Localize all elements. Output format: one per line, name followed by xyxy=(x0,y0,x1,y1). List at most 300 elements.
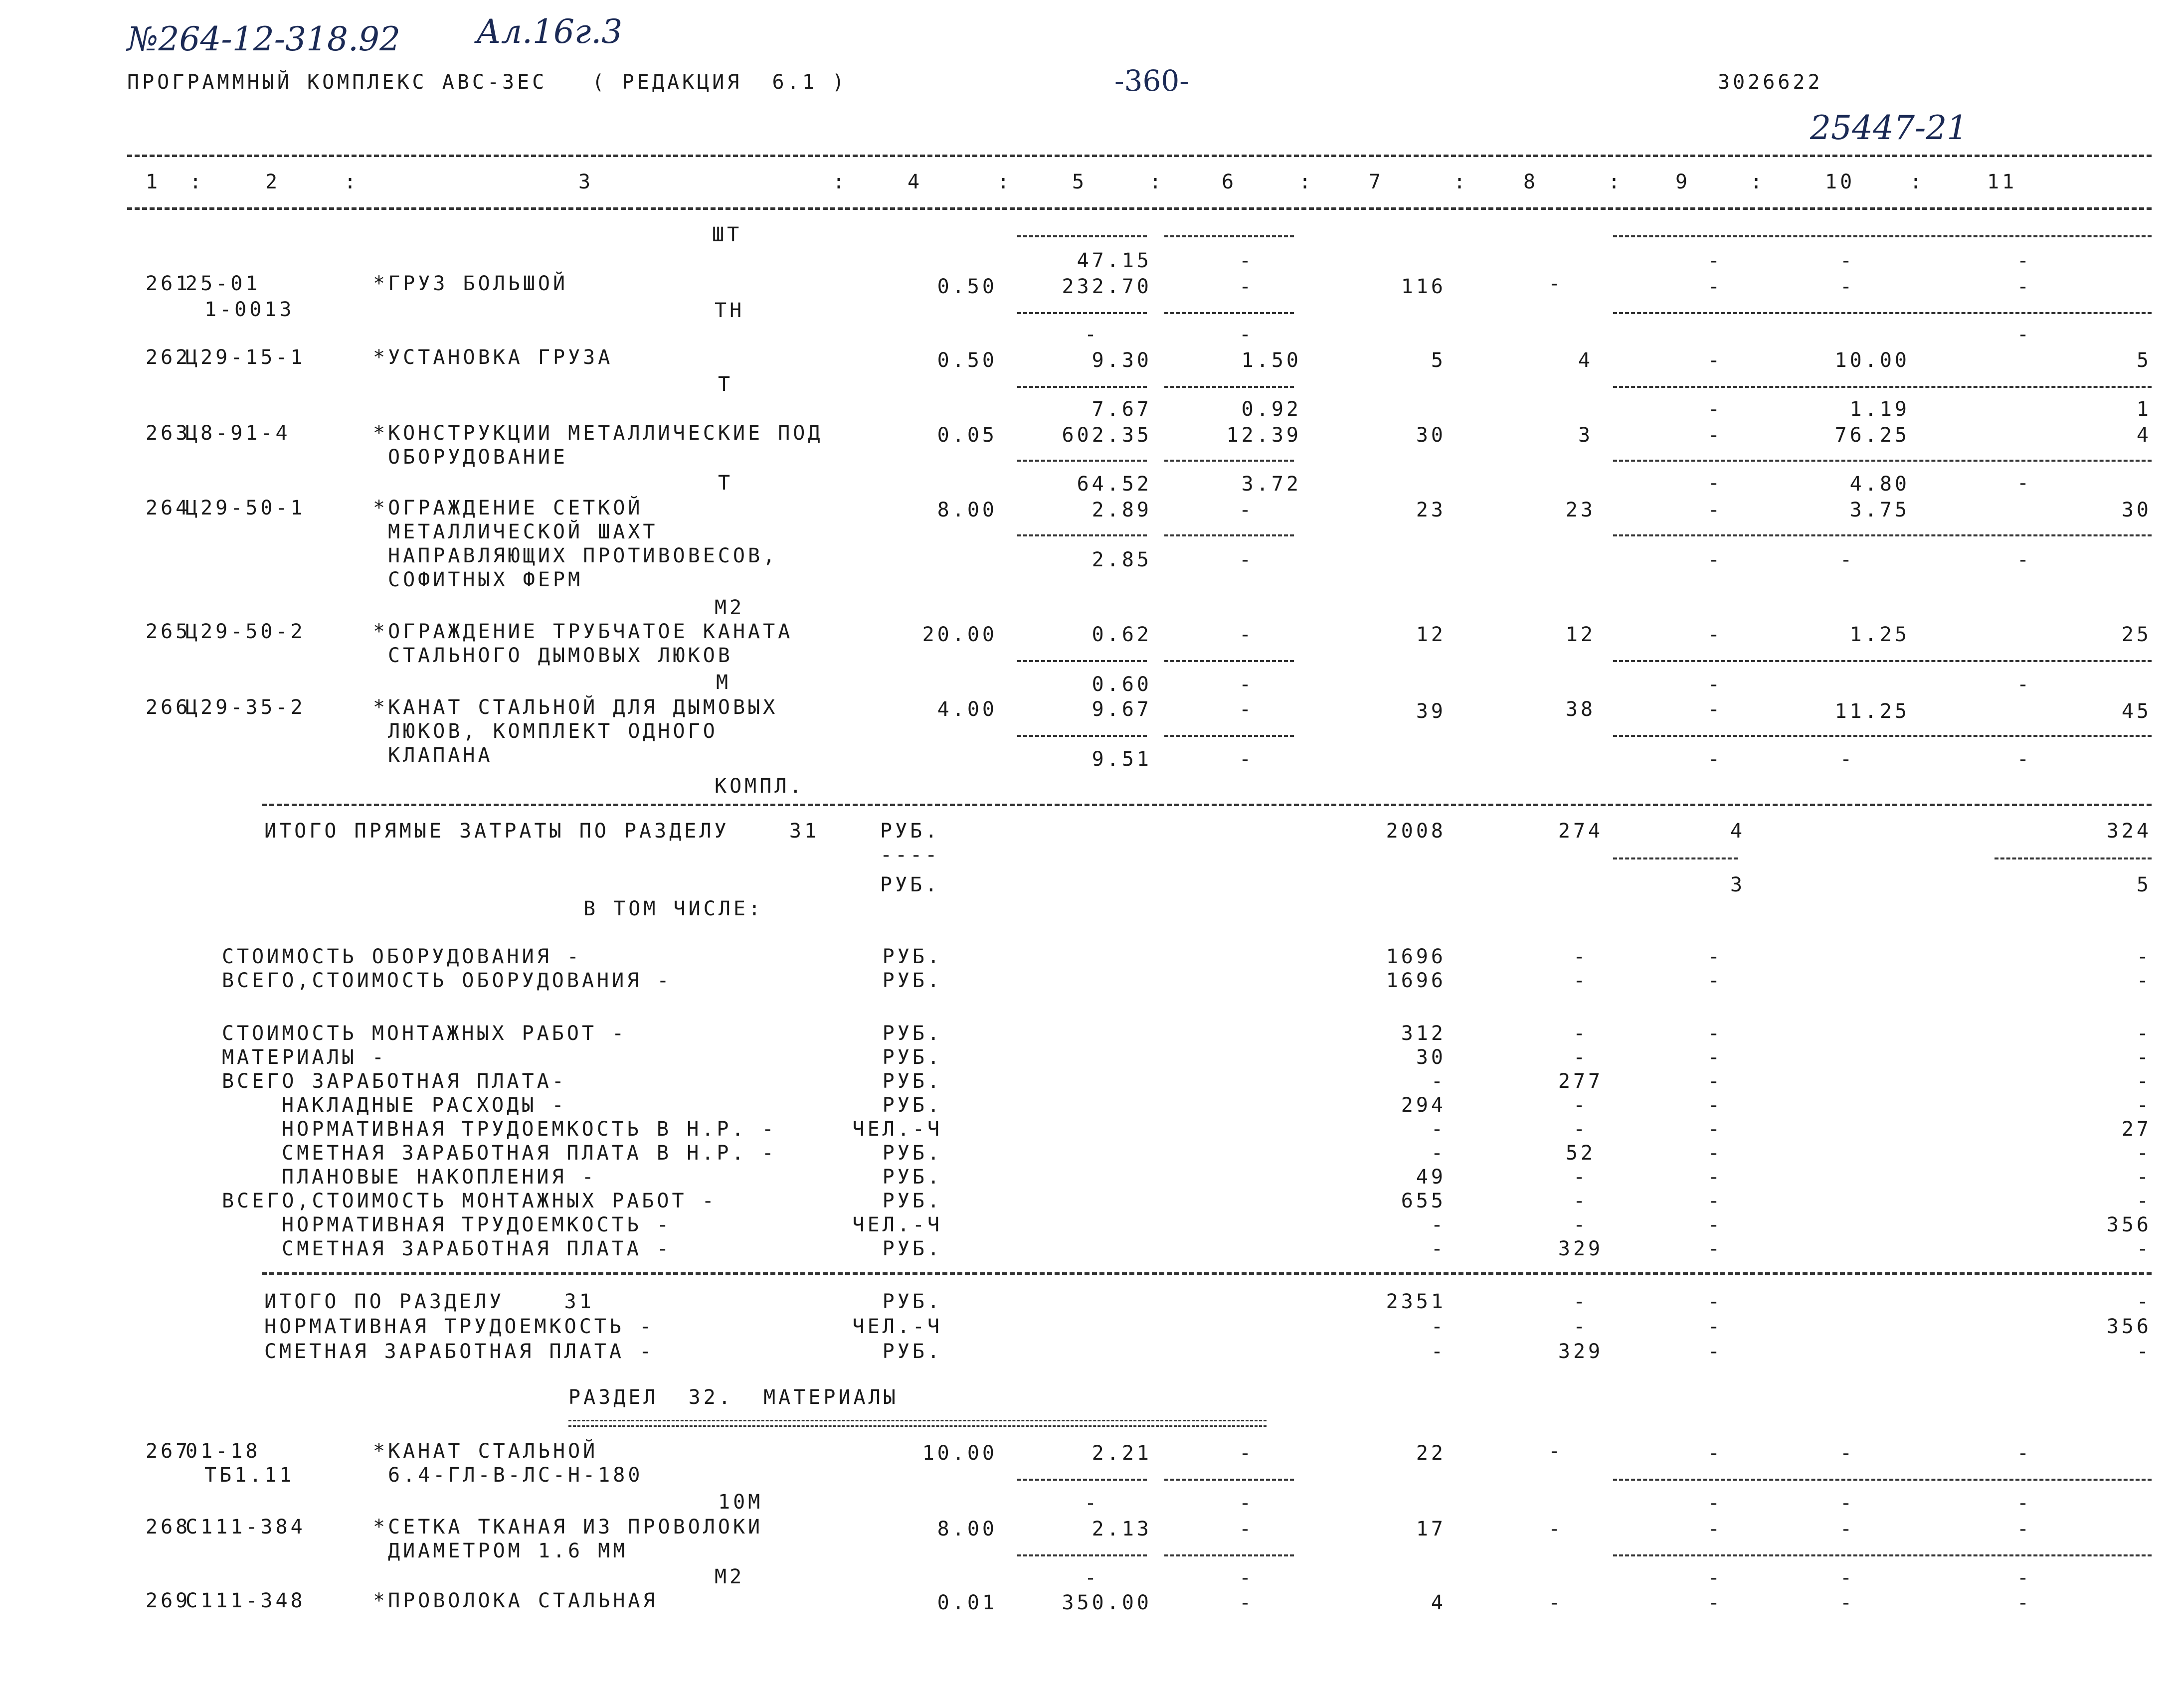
cell-dash: - xyxy=(2016,472,2032,495)
row-name: ОБОРУДОВАНИЕ xyxy=(388,446,568,469)
section-total-unit: ЧЕЛ.-Ч xyxy=(852,1315,942,1338)
row-c5a: 0.60 xyxy=(1091,673,1152,696)
cell-dash: - xyxy=(1707,673,1723,696)
summary-label: ПЛАНОВЫЕ НАКОПЛЕНИЯ - xyxy=(282,1166,597,1189)
cell-divider xyxy=(1164,1479,1294,1481)
summary-c11: - xyxy=(2136,1142,2152,1165)
cell-divider xyxy=(1613,1479,2152,1481)
summary-unit: РУБ. xyxy=(882,1094,942,1117)
summary-c8: - xyxy=(1573,1190,1589,1212)
total-c9a: 4 xyxy=(1730,820,1746,843)
row-c8: 4 xyxy=(1578,349,1594,372)
cell-dash: - xyxy=(1839,748,1855,771)
including-label: В ТОМ ЧИСЛЕ: xyxy=(583,897,763,920)
col-10: 10 xyxy=(1825,171,1855,193)
row-unit: Т xyxy=(718,373,733,396)
total-c9b: 3 xyxy=(1730,873,1746,896)
summary-unit: РУБ. xyxy=(882,945,942,968)
cell-dash: - xyxy=(2016,748,2032,771)
summary-c8: - xyxy=(1573,1166,1589,1189)
cell-divider xyxy=(1995,857,2152,859)
row-qty: 4.00 xyxy=(937,698,997,721)
row-num: 269 xyxy=(146,1589,191,1612)
section-total-label: СМЕТНАЯ ЗАРАБОТНАЯ ПЛАТА - xyxy=(264,1340,655,1363)
cell-dash: - xyxy=(1707,424,1723,447)
cell-dash: - xyxy=(1084,323,1100,346)
cell-divider xyxy=(1017,735,1147,737)
row-c5c: 2.85 xyxy=(1091,548,1152,571)
col-sep: : xyxy=(997,171,1013,193)
row-qty: 8.00 xyxy=(937,1518,997,1540)
handwritten-doc-number: №264-12-318.92 xyxy=(127,20,400,58)
row-c10: 11.25 xyxy=(1834,700,1910,723)
row-unit: М2 xyxy=(715,596,745,619)
row-c7: 39 xyxy=(1416,700,1446,723)
section-total-c7: 2351 xyxy=(1386,1290,1446,1313)
cell-dash: - xyxy=(1239,1492,1255,1515)
row-price: 2.21 xyxy=(1091,1442,1152,1465)
summary-c9: - xyxy=(1707,1094,1723,1117)
row-num: 264 xyxy=(146,497,191,519)
col-sep: : xyxy=(833,171,848,193)
summary-c7: - xyxy=(1431,1070,1446,1093)
summary-c7: 1696 xyxy=(1386,945,1446,968)
row-c11a: 1 xyxy=(2136,398,2152,421)
summary-unit: РУБ. xyxy=(882,1190,942,1212)
col-3: 3 xyxy=(578,171,594,193)
summary-label: НАКЛАДНЫЕ РАСХОДЫ - xyxy=(282,1094,567,1117)
section-total-c9: - xyxy=(1707,1290,1723,1313)
cell-dash: - xyxy=(1239,275,1255,298)
cell-divider xyxy=(1164,534,1294,536)
summary-unit: ЧЕЛ.-Ч xyxy=(852,1118,942,1141)
summary-c8: 52 xyxy=(1565,1142,1596,1165)
summary-c9: - xyxy=(1707,1237,1723,1260)
summary-c7: - xyxy=(1431,1142,1446,1165)
cell-dash: - xyxy=(1839,1591,1855,1614)
summary-c8: - xyxy=(1573,1118,1589,1141)
section-32-underline xyxy=(568,1420,1267,1427)
row-code: Ц29-35-2 xyxy=(185,696,306,719)
cell-dash: - xyxy=(1239,548,1255,571)
summary-label: МАТЕРИАЛЫ - xyxy=(222,1046,387,1069)
summary-c11: - xyxy=(2136,1022,2152,1045)
cell-divider xyxy=(1017,660,1147,662)
row-c11b: 4 xyxy=(2136,424,2152,447)
row-name: *ПРОВОЛОКА СТАЛЬНАЯ xyxy=(373,1589,658,1612)
cell-dash: - xyxy=(1239,1442,1255,1465)
handwritten-album: Ал.16г.3 xyxy=(476,12,623,51)
row-c8: 38 xyxy=(1565,698,1596,721)
section-total-c11: 356 xyxy=(2106,1315,2152,1338)
row-c8: - xyxy=(1548,272,1564,295)
summary-c8: - xyxy=(1573,1046,1589,1069)
summary-c9: - xyxy=(1707,1118,1723,1141)
cell-dash: - xyxy=(1707,748,1723,771)
row-c7: 17 xyxy=(1416,1518,1446,1540)
col-4: 4 xyxy=(908,171,923,193)
summary-c7: 49 xyxy=(1416,1166,1446,1189)
col-11: 11 xyxy=(1987,171,2017,193)
cell-dash: - xyxy=(1839,1442,1855,1465)
summary-c8: 329 xyxy=(1558,1237,1604,1260)
summary-c7: 1696 xyxy=(1386,969,1446,992)
row-c7: 12 xyxy=(1416,623,1446,646)
row-price-equip: 47.15 xyxy=(1077,249,1152,272)
row-name: ЛЮКОВ, КОМПЛЕКТ ОДНОГО xyxy=(388,720,718,743)
summary-c7: 312 xyxy=(1401,1022,1446,1045)
row-name: *ОГРАЖДЕНИЕ ТРУБЧАТОЕ КАНАТА xyxy=(373,620,793,643)
cell-divider xyxy=(1613,1554,2152,1556)
row-unit: 10М xyxy=(718,1491,763,1514)
summary-c9: - xyxy=(1707,969,1723,992)
summary-c8: - xyxy=(1573,945,1589,968)
section-total-c7: - xyxy=(1431,1315,1446,1338)
cell-dash: - xyxy=(2016,1518,2032,1540)
cell-divider xyxy=(1613,534,2152,536)
row-c10: 1.25 xyxy=(1849,623,1910,646)
summary-c11: - xyxy=(2136,1094,2152,1117)
section-total-c8: 329 xyxy=(1558,1340,1604,1363)
handwritten-sheet-number: 25447-21 xyxy=(1810,109,1968,147)
unit-rub: РУБ. xyxy=(880,873,940,896)
col-sep: : xyxy=(1910,171,1925,193)
row-name: *ГРУЗ БОЛЬШОЙ xyxy=(373,272,568,295)
row-qty: 10.00 xyxy=(922,1442,997,1465)
cell-divider xyxy=(1017,235,1147,237)
row-c11: 30 xyxy=(2121,499,2152,521)
cell-dash: - xyxy=(1839,249,1855,272)
summary-c8: - xyxy=(1573,1094,1589,1117)
row-num: 268 xyxy=(146,1516,191,1538)
cell-dash: - xyxy=(1707,275,1723,298)
cell-divider xyxy=(1164,735,1294,737)
summary-label: ВСЕГО,СТОИМОСТЬ ОБОРУДОВАНИЯ - xyxy=(222,969,672,992)
row-c11: 5 xyxy=(2136,349,2152,372)
row-c11: 25 xyxy=(2121,623,2152,646)
row-unit: Т xyxy=(718,472,733,495)
cell-dash: - xyxy=(1707,349,1723,372)
summary-unit: РУБ. xyxy=(882,1142,942,1165)
summary-c11: - xyxy=(2136,1046,2152,1069)
summary-c11: - xyxy=(2136,1070,2152,1093)
summary-c7: - xyxy=(1431,1213,1446,1236)
cell-dash: - xyxy=(2016,1492,2032,1515)
row-c8: - xyxy=(1548,1591,1564,1614)
section-total-label: ИТОГО ПО РАЗДЕЛУ 31 xyxy=(264,1290,594,1313)
row-c10b: 3.75 xyxy=(1849,499,1910,521)
total-c8: 274 xyxy=(1558,820,1604,843)
cell-dash: - xyxy=(1707,1442,1723,1465)
cell-dash: - xyxy=(1707,249,1723,272)
summary-c9: - xyxy=(1707,1046,1723,1069)
unit-rub: РУБ. xyxy=(880,820,940,843)
row-c7: 5 xyxy=(1431,349,1446,372)
col-9: 9 xyxy=(1675,171,1691,193)
col-sep: : xyxy=(344,171,360,193)
cell-divider xyxy=(1613,386,2152,388)
section-total-unit: РУБ. xyxy=(882,1290,942,1313)
summary-label: НОРМАТИВНАЯ ТРУДОЕМКОСТЬ В Н.Р. - xyxy=(282,1118,777,1141)
row-c7: 23 xyxy=(1416,499,1446,521)
row-unit: М2 xyxy=(715,1565,745,1588)
summary-c11: - xyxy=(2136,969,2152,992)
row-code: ТБ1.11 xyxy=(204,1464,295,1487)
row-code: 1-0013 xyxy=(204,298,295,321)
summary-label: СТОИМОСТЬ ОБОРУДОВАНИЯ - xyxy=(222,945,582,968)
row-qty: 0.50 xyxy=(937,275,997,298)
row-qty: 0.01 xyxy=(937,1591,997,1614)
row-qty: 8.00 xyxy=(937,499,997,521)
document-code: 3026622 xyxy=(1718,71,1823,94)
cell-dash: - xyxy=(1239,323,1255,346)
cell-dash: - xyxy=(1239,698,1255,721)
row-c7: 22 xyxy=(1416,1442,1446,1465)
col-sep: : xyxy=(1608,171,1624,193)
summary-unit: РУБ. xyxy=(882,1237,942,1260)
summary-c9: - xyxy=(1707,1022,1723,1045)
row-num: 261 xyxy=(146,272,191,295)
summary-c7: 294 xyxy=(1401,1094,1446,1117)
summary-c8: - xyxy=(1573,1213,1589,1236)
section-total-c11: - xyxy=(2136,1290,2152,1313)
row-qty: 0.05 xyxy=(937,424,997,447)
cell-dash: - xyxy=(2016,1566,2032,1589)
summary-label: ВСЕГО,СТОИМОСТЬ МОНТАЖНЫХ РАБОТ - xyxy=(222,1190,717,1212)
summary-c9: - xyxy=(1707,1213,1723,1236)
summary-c11: 356 xyxy=(2106,1213,2152,1236)
row-code: Ц29-50-2 xyxy=(185,620,306,643)
header-rule-top xyxy=(127,155,2152,157)
cell-dash: - xyxy=(2016,548,2032,571)
cell-dash: - xyxy=(1239,1566,1255,1589)
summary-c7: 655 xyxy=(1401,1190,1446,1212)
row-unit: КОМПЛ. xyxy=(715,775,805,798)
row-name: СТАЛЬНОГО ДЫМОВЫХ ЛЮКОВ xyxy=(388,644,733,667)
summary-label: СТОИМОСТЬ МОНТАЖНЫХ РАБОТ - xyxy=(222,1022,627,1045)
row-num: 265 xyxy=(146,620,191,643)
row-code: С111-384 xyxy=(185,1516,306,1538)
cell-dash: - xyxy=(1707,1566,1723,1589)
row-code: С111-348 xyxy=(185,1589,306,1612)
col-2: 2 xyxy=(265,171,281,193)
total-c7: 2008 xyxy=(1386,820,1446,843)
cell-dash: - xyxy=(1084,1566,1100,1589)
row-name: *ОГРАЖДЕНИЕ СЕТКОЙ xyxy=(373,497,643,519)
summary-c9: - xyxy=(1707,1070,1723,1093)
row-c7: 116 xyxy=(1401,275,1446,298)
section-total-c8: - xyxy=(1573,1290,1589,1313)
summary-label: ВСЕГО ЗАРАБОТНАЯ ПЛАТА- xyxy=(222,1070,567,1093)
cell-dash: - xyxy=(1839,1492,1855,1515)
row-name: ДИАМЕТРОМ 1.6 ММ xyxy=(388,1539,628,1562)
col-7: 7 xyxy=(1369,171,1384,193)
col-8: 8 xyxy=(1523,171,1539,193)
page-number: -360- xyxy=(1114,64,1189,98)
cell-dash: - xyxy=(1239,623,1255,646)
col-sep: : xyxy=(1453,171,1469,193)
col-1: 1 xyxy=(146,171,161,193)
summary-c7: - xyxy=(1431,1237,1446,1260)
cell-dash: - xyxy=(1707,1518,1723,1540)
cell-dash: - xyxy=(1239,748,1255,771)
header-rule-bottom xyxy=(127,207,2152,210)
summary-label: НОРМАТИВНАЯ ТРУДОЕМКОСТЬ - xyxy=(282,1213,672,1236)
program-title: ПРОГРАММНЫЙ КОМПЛЕКС АВС-3ЕС ( РЕДАКЦИЯ 6.1 ) xyxy=(127,71,847,94)
cell-dash: - xyxy=(1239,673,1255,696)
row-code: 01-18 xyxy=(185,1440,261,1463)
summary-unit: РУБ. xyxy=(882,1070,942,1093)
row-c8: - xyxy=(1548,1518,1564,1540)
section-total-c8: - xyxy=(1573,1315,1589,1338)
summary-c8: - xyxy=(1573,969,1589,992)
summary-c7: 30 xyxy=(1416,1046,1446,1069)
cell-divider xyxy=(1164,660,1294,662)
cell-dash: - xyxy=(2016,1442,2032,1465)
unit-rub-dashes: ---- xyxy=(880,844,940,866)
cell-divider xyxy=(1017,1554,1147,1556)
section-total-c9: - xyxy=(1707,1340,1723,1363)
cell-divider xyxy=(1017,312,1147,314)
unit: ШТ xyxy=(712,223,742,246)
cell-divider xyxy=(1017,534,1147,536)
row-c6: 1.50 xyxy=(1241,349,1301,372)
cell-divider xyxy=(1164,235,1294,237)
total-c11b: 5 xyxy=(2136,873,2152,896)
row-c11: 45 xyxy=(2121,700,2152,723)
row-code: 25-01 xyxy=(185,272,261,295)
cell-dash: - xyxy=(2016,275,2032,298)
row-c10a: 1.19 xyxy=(1849,398,1910,421)
row-c5c: 9.51 xyxy=(1091,748,1152,771)
summary-label: СМЕТНАЯ ЗАРАБОТНАЯ ПЛАТА - xyxy=(282,1237,672,1260)
row-c10: 10.00 xyxy=(1834,349,1910,372)
section-total-rule xyxy=(262,1272,2152,1275)
row-name: *КАНАТ СТАЛЬНОЙ xyxy=(373,1440,598,1463)
row-name: 6.4-ГЛ-В-ЛС-Н-180 xyxy=(388,1464,643,1487)
section-total-c7: - xyxy=(1431,1340,1446,1363)
section-total-unit: РУБ. xyxy=(882,1340,942,1363)
cell-dash: - xyxy=(1707,472,1723,495)
row-code: Ц29-15-1 xyxy=(185,346,306,369)
cell-dash: - xyxy=(1707,548,1723,571)
col-sep: : xyxy=(189,171,205,193)
row-price: 2.13 xyxy=(1091,1518,1152,1540)
cell-divider xyxy=(1613,857,1738,859)
row-qty: 20.00 xyxy=(922,623,997,646)
cell-divider xyxy=(1613,235,2152,237)
cell-divider xyxy=(1613,660,2152,662)
cell-dash: - xyxy=(1084,1492,1100,1515)
summary-c9: - xyxy=(1707,945,1723,968)
cell-divider xyxy=(1613,460,2152,462)
row-price: 602.35 xyxy=(1062,424,1152,447)
cell-dash: - xyxy=(1839,1518,1855,1540)
cell-dash: - xyxy=(2016,323,2032,346)
cell-dash: - xyxy=(1707,398,1723,421)
row-num: 266 xyxy=(146,696,191,719)
row-c8: 23 xyxy=(1565,499,1596,521)
summary-c9: - xyxy=(1707,1190,1723,1212)
summary-c8: - xyxy=(1573,1022,1589,1045)
row-code: Ц8-91-4 xyxy=(185,422,291,445)
cell-dash: - xyxy=(1707,698,1723,721)
col-sep: : xyxy=(1149,171,1165,193)
summary-c11: - xyxy=(2136,1237,2152,1260)
cell-divider xyxy=(1613,735,2152,737)
cell-dash: - xyxy=(2016,249,2032,272)
cell-divider xyxy=(1164,1554,1294,1556)
cell-dash: - xyxy=(2016,1591,2032,1614)
row-name: *СЕТКА ТКАНАЯ ИЗ ПРОВОЛОКИ xyxy=(373,1516,763,1538)
row-name: КЛАПАНА xyxy=(388,744,493,767)
cell-divider xyxy=(1164,312,1294,314)
summary-unit: РУБ. xyxy=(882,1046,942,1069)
summary-c11: - xyxy=(2136,945,2152,968)
row-price: 232.70 xyxy=(1062,275,1152,298)
row-c8: 12 xyxy=(1565,623,1596,646)
row-c7: 30 xyxy=(1416,424,1446,447)
row-num: 263 xyxy=(146,422,191,445)
cell-divider xyxy=(1017,1479,1147,1481)
summary-c11: - xyxy=(2136,1166,2152,1189)
row-price: 9.67 xyxy=(1091,698,1152,721)
cell-divider xyxy=(1017,460,1147,462)
row-c7: 4 xyxy=(1431,1591,1446,1614)
cell-dash: - xyxy=(1707,623,1723,646)
cell-dash: - xyxy=(1839,275,1855,298)
cell-divider xyxy=(1613,312,2152,314)
total-c11a: 324 xyxy=(2106,820,2152,843)
summary-unit: РУБ. xyxy=(882,969,942,992)
row-num: 267 xyxy=(146,1440,191,1463)
row-name: *КАНАТ СТАЛЬНОЙ ДЛЯ ДЫМОВЫХ xyxy=(373,696,778,719)
col-5: 5 xyxy=(1072,171,1088,193)
summary-c7: - xyxy=(1431,1118,1446,1141)
row-c5a: 64.52 xyxy=(1077,473,1152,496)
section-total-c9: - xyxy=(1707,1315,1723,1338)
col-sep: : xyxy=(1750,171,1766,193)
cell-dash: - xyxy=(1239,249,1255,272)
row-c8: - xyxy=(1548,1440,1564,1463)
row-name: НАПРАВЛЯЮЩИХ ПРОТИВОВЕСОВ, xyxy=(388,544,778,567)
row-name: *КОНСТРУКЦИИ МЕТАЛЛИЧЕСКИЕ ПОД xyxy=(373,422,823,445)
cell-dash: - xyxy=(1707,1492,1723,1515)
cell-dash: - xyxy=(2016,673,2032,696)
col-6: 6 xyxy=(1222,171,1237,193)
cell-dash: - xyxy=(1239,1518,1255,1540)
cell-divider xyxy=(1017,386,1147,388)
summary-unit: РУБ. xyxy=(882,1022,942,1045)
direct-costs-label: ИТОГО ПРЯМЫЕ ЗАТРАТЫ ПО РАЗДЕЛУ 31 xyxy=(264,820,820,843)
cell-divider xyxy=(1164,460,1294,462)
summary-label: СМЕТНАЯ ЗАРАБОТНАЯ ПЛАТА В Н.Р. - xyxy=(282,1142,777,1165)
row-price: 350.00 xyxy=(1062,1591,1152,1614)
summary-c9: - xyxy=(1707,1142,1723,1165)
summary-c11: - xyxy=(2136,1190,2152,1212)
summary-c9: - xyxy=(1707,1166,1723,1189)
row-c8: 3 xyxy=(1578,424,1594,447)
row-c6a: 0.92 xyxy=(1241,398,1301,421)
row-unit: М xyxy=(716,671,731,694)
row-price: 0.62 xyxy=(1091,623,1152,646)
cell-dash: - xyxy=(1239,1591,1255,1614)
summary-unit: ЧЕЛ.-Ч xyxy=(852,1213,942,1236)
section-total-label: НОРМАТИВНАЯ ТРУДОЕМКОСТЬ - xyxy=(264,1315,655,1338)
row-unit: ТН xyxy=(715,299,745,322)
cell-dash: - xyxy=(1839,1566,1855,1589)
row-name: СОФИТНЫХ ФЕРМ xyxy=(388,568,583,591)
